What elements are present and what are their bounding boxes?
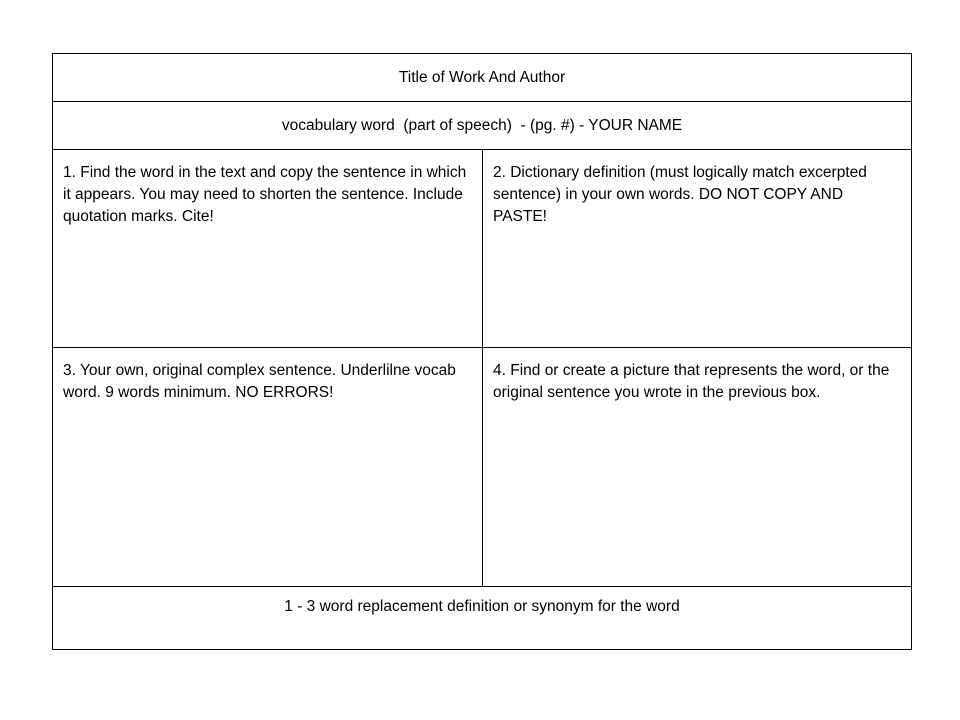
vocabulary-word-row [53, 102, 911, 150]
original-sentence-picture-row [53, 348, 911, 587]
box-1-instructions: 1. Find the word in the text and copy the sentence in which it appears. You may need to shorten the sentence. Include quotation marks. Cite! [63, 164, 467, 225]
vocabulary-word-text: vocabulary word (part of speech) - (pg. #) - YOUR NAME [281, 117, 683, 134]
box-1-sentence-from-text [53, 150, 483, 347]
title-row [53, 54, 911, 102]
vocabulary-template-table [52, 53, 912, 650]
box-4-picture [483, 348, 911, 586]
box-3-original-sentence [53, 348, 483, 586]
box-4-instructions: 4. Find or create a picture that represents the word, or the original sentence you wrote in the previous box. [493, 362, 890, 401]
sentence-definition-row [53, 150, 911, 348]
title-of-work-text: Title of Work And Author [398, 69, 566, 86]
synonym-row [53, 587, 911, 649]
box-2-dictionary-definition [483, 150, 911, 347]
synonym-text: 1 - 3 word replacement definition or synonym for the word [284, 598, 680, 615]
box-3-instructions: 3. Your own, original complex sentence. Underlilne vocab word. 9 words minimum. NO ERRORS! [63, 362, 456, 401]
box-2-instructions: 2. Dictionary definition (must logically match excerpted sentence) in your own words. DO NOT COPY AND PASTE! [493, 164, 867, 225]
